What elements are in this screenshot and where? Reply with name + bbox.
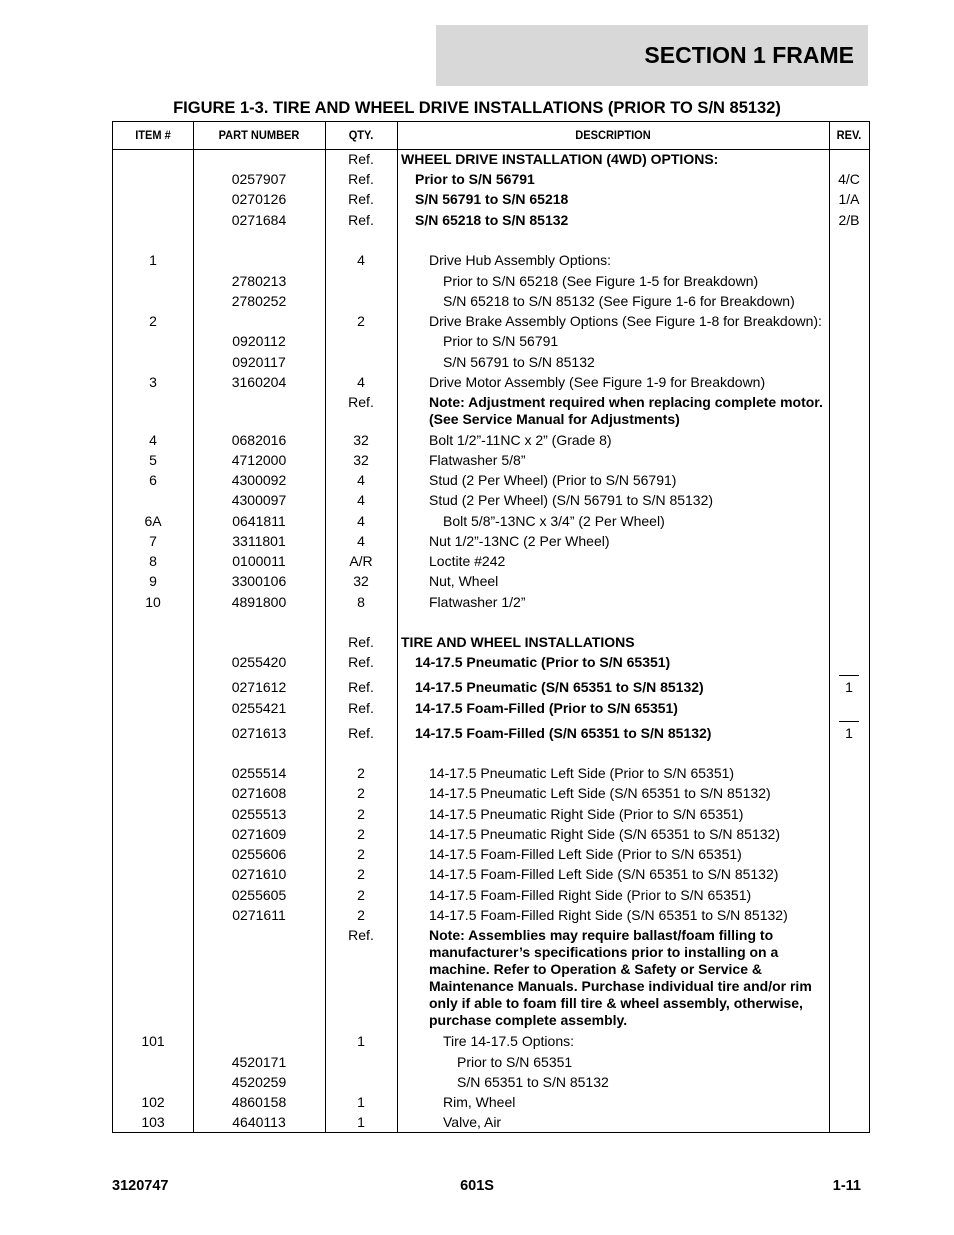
part-number-cell: 0641811 (232, 513, 286, 529)
qty-cell: 2 (357, 866, 365, 882)
item-cell: 9 (149, 573, 157, 589)
item-cell: 5 (149, 452, 157, 468)
header-description: DESCRIPTION (575, 128, 651, 142)
qty-cell: 4 (357, 252, 365, 268)
description-cell: Prior to S/N 56791 (443, 333, 559, 349)
qty-cell: 2 (357, 785, 365, 801)
part-number-cell: 0255513 (231, 806, 287, 822)
header-part-number: PART NUMBER (218, 128, 300, 142)
item-cell: 7 (149, 533, 157, 549)
description-cell: 14-17.5 Foam-Filled (Prior to S/N 65351) (415, 700, 678, 716)
qty-cell: 4 (357, 374, 365, 390)
part-number-cell: 0271608 (231, 785, 287, 801)
item-cell: 101 (141, 1033, 165, 1049)
part-number-cell: 0920117 (232, 354, 286, 370)
description-cell: S/N 56791 to S/N 85132 (443, 354, 595, 370)
qty-cell: 1 (357, 1033, 365, 1049)
rev-dash-line (839, 675, 859, 676)
header-qty: QTY. (348, 128, 374, 142)
qty-cell: Ref. (348, 394, 374, 410)
column-divider (829, 122, 830, 1132)
parts-table (112, 121, 870, 1133)
part-number-cell: 4520259 (231, 1074, 287, 1090)
description-cell: 14-17.5 Foam-Filled Left Side (Prior to S/N 65351) (429, 846, 742, 862)
description-cell: 14-17.5 Pneumatic (S/N 65351 to S/N 85132) (415, 679, 704, 695)
section-header (436, 25, 868, 86)
qty-cell: 2 (357, 765, 365, 781)
rev-cell: 1/A (838, 191, 860, 207)
item-cell: 3 (149, 374, 157, 390)
item-cell: 1 (149, 252, 157, 268)
rev-dash-line (839, 721, 859, 722)
footer-page-number: 1-11 (832, 1178, 861, 1194)
description-cell: Rim, Wheel (443, 1094, 516, 1110)
qty-cell: Ref. (348, 191, 374, 207)
description-cell: Flatwasher 1/2” (429, 594, 526, 610)
item-cell: 2 (149, 313, 157, 329)
description-cell: 14-17.5 Foam-Filled Right Side (S/N 65351 to S/N 85132) (429, 907, 788, 923)
qty-cell: Ref. (348, 700, 374, 716)
qty-cell: 4 (357, 533, 365, 549)
part-number-cell: 0271613 (231, 725, 287, 741)
item-cell: 8 (149, 553, 157, 569)
description-cell: Flatwasher 5/8” (429, 452, 526, 468)
description-cell: Bolt 5/8”-13NC x 3/4” (2 Per Wheel) (443, 513, 665, 529)
part-number-cell: 0257907 (231, 171, 287, 187)
qty-cell: Ref. (348, 927, 374, 943)
qty-cell: Ref. (348, 634, 374, 650)
description-cell: Loctite #242 (429, 553, 506, 569)
qty-cell: 1 (357, 1094, 365, 1110)
part-number-cell: 3160204 (231, 374, 287, 390)
part-number-cell: 0255514 (231, 765, 287, 781)
rev-cell: 4/C (838, 171, 860, 187)
part-number-cell: 0270126 (231, 191, 287, 207)
header-divider (113, 149, 869, 150)
item-cell: 103 (141, 1114, 165, 1130)
qty-cell: Ref. (348, 171, 374, 187)
qty-cell: A/R (349, 553, 373, 569)
qty-cell: 32 (353, 432, 369, 448)
qty-cell: Ref. (348, 151, 374, 167)
description-cell: WHEEL DRIVE INSTALLATION (4WD) OPTIONS: (401, 151, 719, 167)
description-cell: S/N 65218 to S/N 85132 (415, 212, 569, 228)
part-number-cell: 3300106 (231, 573, 287, 589)
description-cell: Stud (2 Per Wheel) (S/N 56791 to S/N 85132) (429, 492, 714, 508)
qty-cell: 32 (353, 573, 369, 589)
description-cell: TIRE AND WHEEL INSTALLATIONS (401, 634, 635, 650)
item-cell: 10 (145, 594, 161, 610)
part-number-cell: 0255605 (231, 887, 287, 903)
column-divider (397, 122, 398, 1132)
header-rev: REV. (836, 128, 862, 142)
qty-cell: 2 (357, 907, 365, 923)
qty-cell: 2 (357, 826, 365, 842)
description-cell: 14-17.5 Pneumatic (Prior to S/N 65351) (415, 654, 671, 670)
part-number-cell: 0255420 (231, 654, 287, 670)
qty-cell: 2 (357, 806, 365, 822)
item-cell: 102 (141, 1094, 165, 1110)
qty-cell: 32 (353, 452, 369, 468)
qty-cell: Ref. (348, 212, 374, 228)
part-number-cell: 4640113 (232, 1114, 286, 1130)
description-cell: Tire 14-17.5 Options: (443, 1033, 574, 1049)
qty-cell: 2 (357, 313, 365, 329)
qty-cell: Ref. (348, 654, 374, 670)
part-number-cell: 4860158 (231, 1094, 287, 1110)
item-cell: 6 (149, 472, 157, 488)
part-number-cell: 4300097 (231, 492, 287, 508)
description-cell: Prior to S/N 65351 (457, 1054, 573, 1070)
description-cell: Bolt 1/2”-11NC x 2” (Grade 8) (429, 432, 612, 448)
description-cell: Nut 1/2”-13NC (2 Per Wheel) (429, 533, 610, 549)
column-divider (325, 122, 326, 1132)
description-cell: Drive Motor Assembly (See Figure 1-9 for Breakdown) (429, 374, 766, 390)
qty-cell: 4 (357, 472, 365, 488)
description-cell: Stud (2 Per Wheel) (Prior to S/N 56791) (429, 472, 677, 488)
description-cell: Drive Hub Assembly Options: (429, 252, 612, 268)
part-number-cell: 3311801 (232, 533, 286, 549)
part-number-cell: 4712000 (231, 452, 287, 468)
part-number-cell: 0255606 (231, 846, 287, 862)
part-number-cell: 4891800 (231, 594, 287, 610)
part-number-cell: 4300092 (231, 472, 287, 488)
description-cell: Prior to S/N 65218 (See Figure 1-5 for Breakdown) (443, 273, 759, 289)
description-cell: Prior to S/N 56791 (415, 171, 535, 187)
description-cell: Drive Brake Assembly Options (See Figure 1-8 for Breakdown): (429, 313, 822, 329)
qty-cell: Ref. (348, 679, 374, 695)
item-cell: 4 (149, 432, 157, 448)
figure-title: FIGURE 1-3. TIRE AND WHEEL DRIVE INSTALLATIONS (PRIOR TO S/N 85132) (173, 99, 781, 117)
description-cell: 14-17.5 Foam-Filled (S/N 65351 to S/N 85132) (415, 725, 712, 741)
rev-cell: 1 (845, 725, 853, 741)
description-cell: 14-17.5 Pneumatic Left Side (Prior to S/N 65351) (429, 765, 735, 781)
part-number-cell: 0271611 (232, 907, 286, 923)
header-item: ITEM # (135, 128, 171, 142)
description-cell: 14-17.5 Foam-Filled Right Side (Prior to S/N 65351) (429, 887, 752, 903)
description-cell: 14-17.5 Pneumatic Left Side (S/N 65351 to S/N 85132) (429, 785, 771, 801)
footer-model: 601S (460, 1178, 494, 1194)
item-cell: 6A (144, 513, 162, 529)
qty-cell: Ref. (348, 725, 374, 741)
qty-cell: 1 (357, 1114, 365, 1130)
footer-doc-number: 3120747 (112, 1178, 169, 1194)
section-title: SECTION 1 FRAME (644, 42, 854, 68)
rev-cell: 2/B (838, 212, 860, 228)
description-cell: 14-17.5 Pneumatic Right Side (S/N 65351 to S/N 85132) (429, 826, 780, 842)
description-cell: Nut, Wheel (429, 573, 499, 589)
qty-cell: 4 (357, 513, 365, 529)
description-cell: S/N 56791 to S/N 65218 (415, 191, 569, 207)
part-number-cell: 2780252 (231, 293, 287, 309)
qty-cell: 4 (357, 492, 365, 508)
description-cell: S/N 65351 to S/N 85132 (457, 1074, 609, 1090)
description-cell: Note: Adjustment required when replacing complete motor. (See Service Manual for Adjustments) (429, 394, 823, 427)
qty-cell: 2 (357, 846, 365, 862)
description-cell: 14-17.5 Foam-Filled Left Side (S/N 65351 to S/N 85132) (429, 866, 779, 882)
part-number-cell: 0682016 (231, 432, 287, 448)
part-number-cell: 0100011 (232, 553, 286, 569)
part-number-cell: 0255421 (231, 700, 287, 716)
part-number-cell: 0271609 (231, 826, 287, 842)
qty-cell: 8 (357, 594, 365, 610)
part-number-cell: 4520171 (231, 1054, 287, 1070)
description-cell: Valve, Air (443, 1114, 502, 1130)
qty-cell: 2 (357, 887, 365, 903)
rev-cell: 1 (845, 679, 853, 695)
part-number-cell: 0271612 (231, 679, 287, 695)
description-cell: Note: Assemblies may require ballast/foam filling to manufacturer’s specifications prior to installing on a machine. Refer to Operation & Safety or Service & Maintenance Manuals. Purchase individual tire and/or rim only if able to foam fill tire & wheel assembly, otherwise, purchase complete assembly. (429, 927, 812, 1028)
part-number-cell: 0271684 (231, 212, 287, 228)
part-number-cell: 0920112 (232, 333, 286, 349)
part-number-cell: 2780213 (231, 273, 287, 289)
description-cell: S/N 65218 to S/N 85132 (See Figure 1-6 for Breakdown) (443, 293, 795, 309)
description-cell: 14-17.5 Pneumatic Right Side (Prior to S/N 65351) (429, 806, 744, 822)
part-number-cell: 0271610 (231, 866, 287, 882)
